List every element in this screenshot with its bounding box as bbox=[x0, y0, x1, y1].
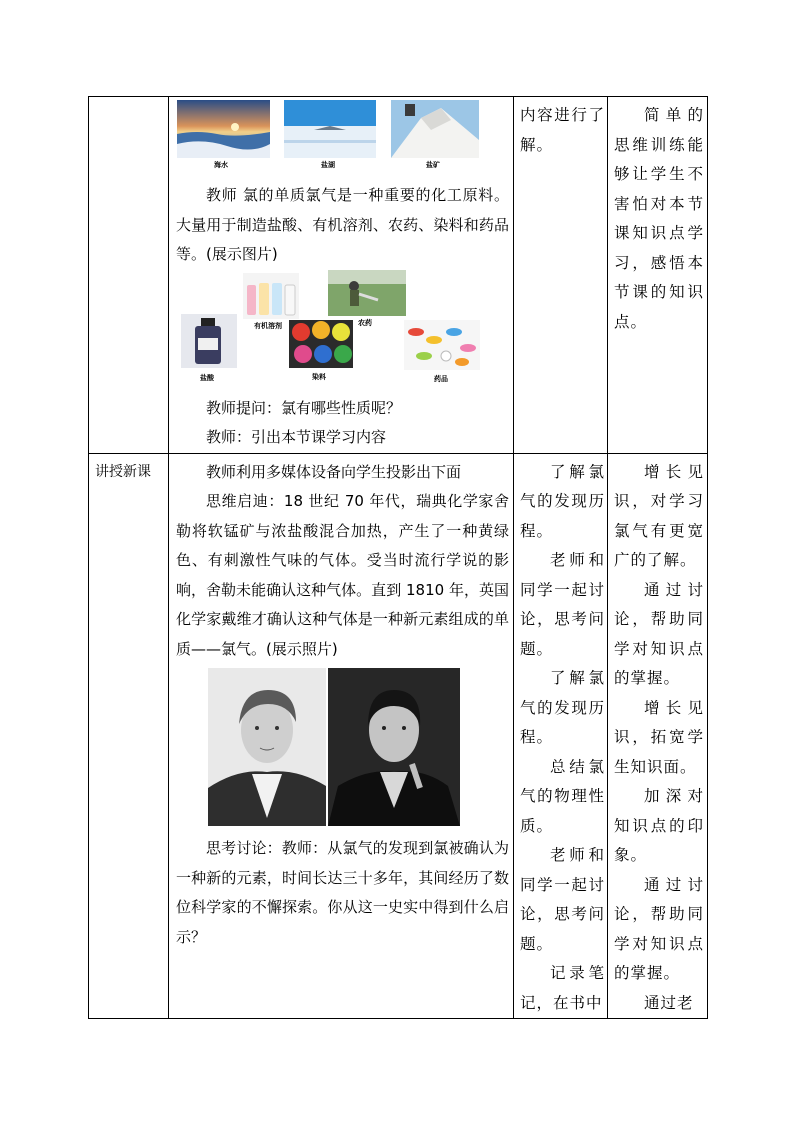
teacher-activity-cell bbox=[169, 97, 514, 454]
teacher-multimedia-text: 教师利用多媒体设备向学生投影出下面 bbox=[206, 462, 462, 481]
design-intent-item: 通过讨论，帮助同学对知识点的掌握。 bbox=[614, 580, 704, 687]
caption-dye: 染料 bbox=[312, 372, 326, 381]
hydrochloric-acid-image bbox=[181, 314, 237, 368]
teacher-question: 教师提问：氯有哪些性质呢？ bbox=[206, 398, 402, 417]
student-activity-item: 了解氯气的发现历程。 bbox=[520, 669, 605, 746]
salt-mine-image bbox=[391, 100, 479, 158]
student-activity-text: 内容进行了解。 bbox=[520, 106, 605, 154]
image-row-products bbox=[176, 270, 509, 388]
row-label-cell bbox=[89, 97, 169, 454]
dye-image bbox=[289, 320, 353, 368]
salt-lake-image bbox=[284, 100, 376, 158]
seawater-image bbox=[177, 100, 270, 158]
design-intent-item: 加深对知识点的印象。 bbox=[614, 787, 704, 864]
lesson-plan-table bbox=[88, 96, 708, 1019]
student-activity-item: 了解氯气的发现历程。 bbox=[520, 462, 605, 540]
caption-organic-solvent: 有机溶剂 bbox=[254, 321, 282, 330]
caption-medicine: 药品 bbox=[434, 374, 448, 383]
student-activity-item: 总结氯气的物理性质。 bbox=[520, 757, 605, 835]
table-row bbox=[89, 97, 708, 454]
row-label: 讲授新课 bbox=[95, 463, 151, 480]
caption-salt-lake: 盐湖 bbox=[321, 161, 335, 169]
davy-portrait bbox=[328, 668, 460, 826]
design-intent-item: 增长见识，拓宽学生知识面。 bbox=[614, 698, 704, 776]
student-activity-item: 记录笔记，在书中 bbox=[520, 964, 605, 1012]
design-intent-item: 通过老 bbox=[644, 993, 694, 1012]
teacher-statement-1: 教师 氯的单质氯气是一种重要的化工原料。大量用于制造盐酸、有机溶剂、农药、染料和药品等。(展示图片) bbox=[176, 186, 509, 263]
caption-pesticide: 农药 bbox=[358, 318, 372, 327]
medicine-image bbox=[404, 320, 480, 370]
design-intent-cell bbox=[608, 97, 708, 454]
thinking-inspiration-text: 思维启迪：18 世纪 70 年代，瑞典化学家舍勒将软锰矿与浓盐酸混合加热，产生了一种黄绿色、有刺激性气味的气体。受当时流行学说的影响，舍勒未能确认这种气体。直到 1810 年，英国化学家戴维才确认这种气体是一种新元素组成的单质——氯气。(展示照片) bbox=[176, 492, 509, 658]
table-row bbox=[89, 453, 708, 1019]
student-activity-cell bbox=[514, 97, 608, 454]
design-intent-item: 通过讨论，帮助同学对知识点的掌握。 bbox=[614, 875, 704, 982]
organic-solvent-image bbox=[243, 273, 299, 319]
student-activity-item: 老师和同学一起讨论，思考问题。 bbox=[520, 551, 605, 658]
caption-seawater: 海水 bbox=[214, 161, 228, 169]
portrait-row bbox=[176, 668, 509, 828]
row-label bbox=[89, 97, 168, 105]
design-intent-cell bbox=[608, 453, 708, 1019]
design-intent-item: 增长见识，对学习氯气有更宽广的了解。 bbox=[614, 462, 704, 569]
student-activity-item: 老师和同学一起讨论，思考问题。 bbox=[520, 846, 605, 953]
caption-salt-mine: 盐矿 bbox=[426, 161, 440, 169]
pesticide-image bbox=[328, 270, 406, 316]
caption-hydrochloric-acid: 盐酸 bbox=[200, 373, 214, 382]
row-label-cell bbox=[89, 453, 169, 1019]
student-activity-cell bbox=[514, 453, 608, 1019]
teacher-activity-cell bbox=[169, 453, 514, 1019]
discussion-text: 思考讨论：教师：从氯气的发现到氯被确认为一种新的元素，时间长达三十多年，其间经历了数位科学家的不懈探索。你从这一史实中得到什么启示？ bbox=[176, 839, 509, 946]
teacher-statement-2: 教师：引出本节课学习内容 bbox=[206, 428, 387, 446]
image-row-sources bbox=[176, 97, 509, 167]
design-intent-text: 简单的思维训练能够让学生不害怕对本节课知识点学习，感悟本节课的知识点。 bbox=[614, 106, 704, 331]
scheele-portrait bbox=[208, 668, 326, 826]
